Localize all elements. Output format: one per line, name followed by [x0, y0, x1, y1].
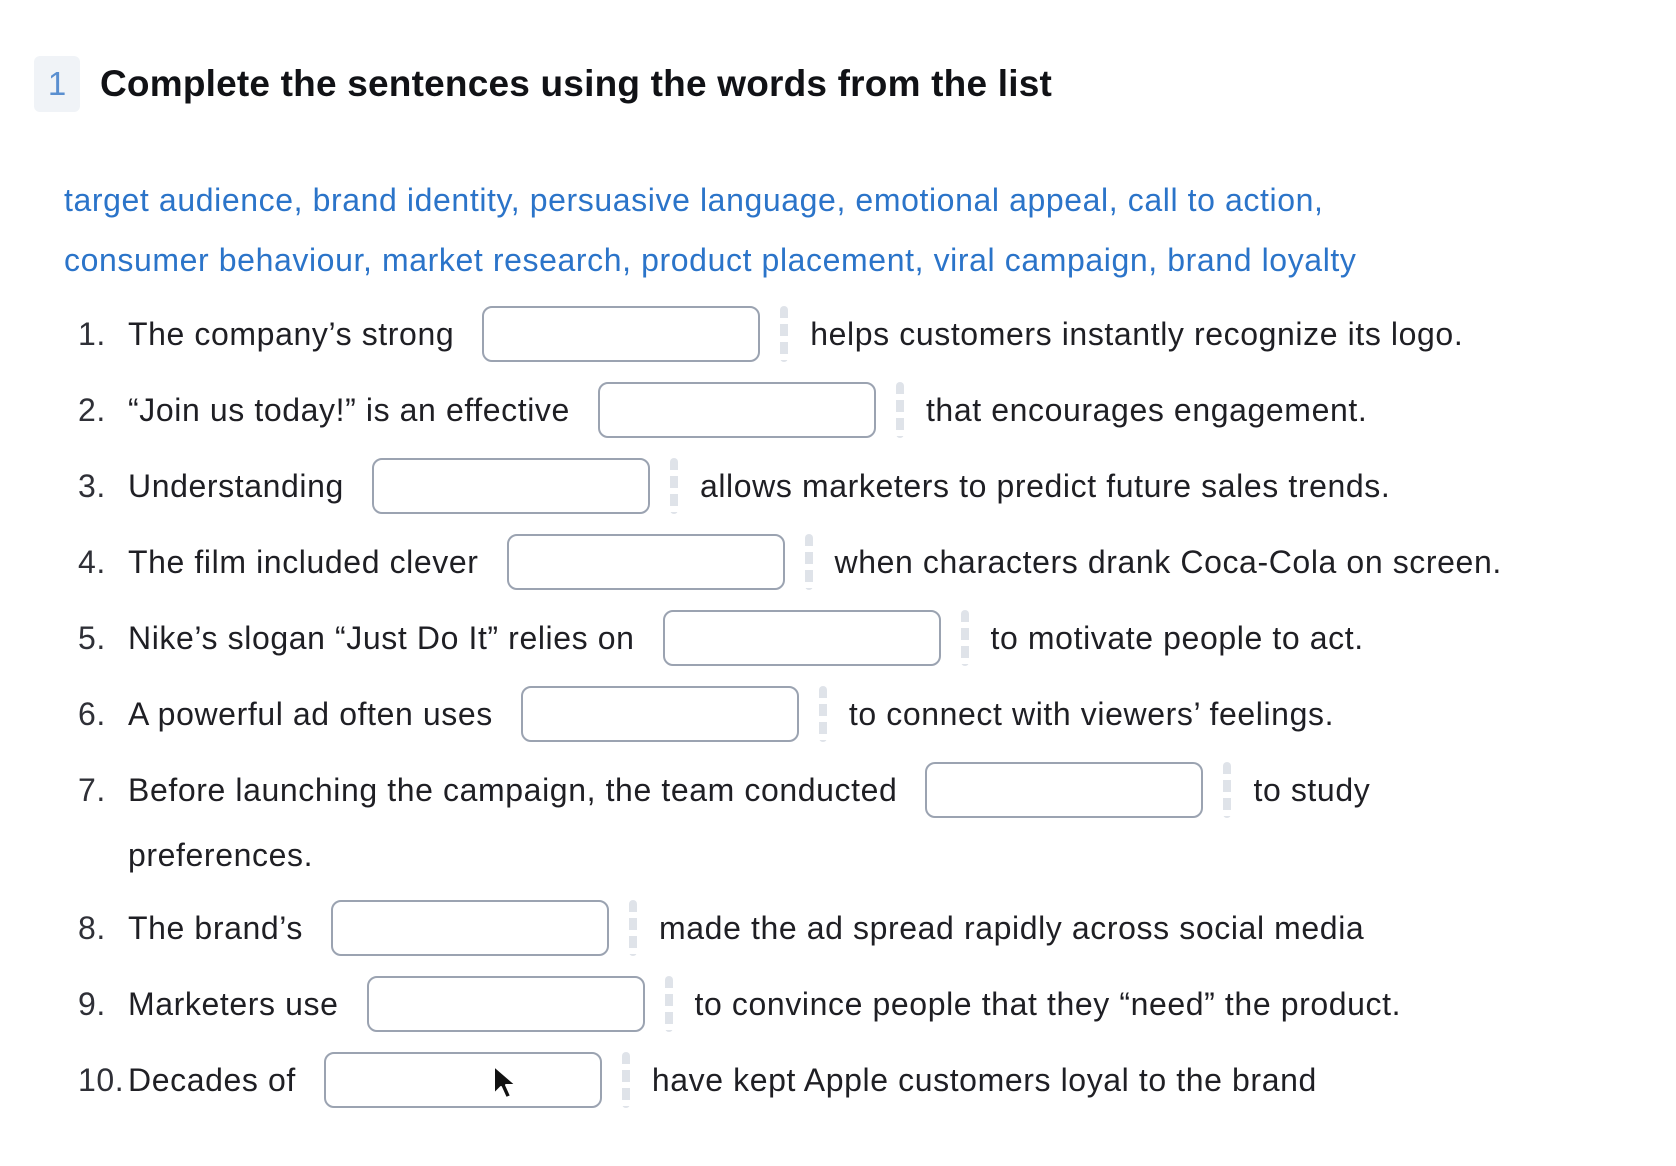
sentence-text-after: have kept Apple customers loyal to the brand — [651, 1061, 1317, 1098]
sentence-row-2 — [78, 372, 1668, 448]
word-list-line-2: consumer behaviour, market research, product placement, viral campaign, brand loyalty — [64, 242, 1357, 278]
drag-handle-icon[interactable] — [780, 306, 788, 362]
sentence-text-before: Understanding — [128, 467, 344, 504]
sentence-text-before: Nike’s slogan “Just Do It” relies on — [128, 619, 635, 656]
sentence-row-4 — [78, 524, 1668, 600]
sentence-row-10 — [78, 1042, 1668, 1118]
drag-handle-icon[interactable] — [805, 534, 813, 590]
answer-blank-7[interactable] — [925, 762, 1203, 818]
answer-blank-2[interactable] — [598, 382, 876, 438]
sentence-number: 8. — [78, 909, 106, 946]
sentence-row-8 — [78, 890, 1668, 966]
drag-handle-icon[interactable] — [622, 1052, 630, 1108]
drag-handle-icon[interactable] — [896, 382, 904, 438]
drag-handle-icon[interactable] — [819, 686, 827, 742]
sentence-row-7 — [78, 752, 1668, 828]
answer-blank-9[interactable] — [367, 976, 645, 1032]
drag-handle-icon[interactable] — [670, 458, 678, 514]
answer-blank-8[interactable] — [331, 900, 609, 956]
sentence-number: 9. — [78, 985, 106, 1022]
question-number-badge: 1 — [34, 56, 80, 112]
sentence-text-after: to study — [1253, 771, 1371, 808]
sentence-number: 10. — [78, 1061, 125, 1098]
answer-blank-5[interactable] — [663, 610, 941, 666]
sentence-text-after: to connect with viewers’ feelings. — [848, 695, 1335, 732]
sentence-text-before: The company’s strong — [128, 315, 455, 352]
sentence-row-9 — [78, 966, 1668, 1042]
sentence-text-after: allows marketers to predict future sales trends. — [699, 467, 1391, 504]
sentence-text-after: that encourages engagement. — [925, 391, 1368, 428]
sentence-text-before: Marketers use — [128, 985, 339, 1022]
sentence-text-after: helps customers instantly recognize its logo. — [810, 315, 1464, 352]
sentence-text-before: The film included clever — [128, 543, 479, 580]
drag-handle-icon[interactable] — [665, 976, 673, 1032]
sentence-number: 6. — [78, 695, 106, 732]
sentence-row-3 — [78, 448, 1668, 524]
sentence-text-before: Decades of — [128, 1061, 296, 1098]
sentence-text-after: to motivate people to act. — [990, 619, 1364, 656]
drag-handle-icon[interactable] — [961, 610, 969, 666]
sentence-row-5 — [78, 600, 1668, 676]
drag-handle-icon[interactable] — [1223, 762, 1231, 818]
answer-blank-6[interactable] — [521, 686, 799, 742]
mouse-cursor-icon — [492, 1064, 518, 1100]
sentence-text-after: to convince people that they “need” the product. — [694, 985, 1402, 1022]
sentence-continuation: preferences. — [128, 837, 314, 873]
question-title: Complete the sentences using the words from the list — [100, 63, 1053, 104]
word-list-line-1: target audience, brand identity, persuasive language, emotional appeal, call to action, — [64, 182, 1324, 218]
sentence-number: 4. — [78, 543, 106, 580]
sentence-number: 3. — [78, 467, 106, 504]
sentence-number: 2. — [78, 391, 106, 428]
sentence-text-before: A powerful ad often uses — [128, 695, 493, 732]
answer-blank-3[interactable] — [372, 458, 650, 514]
sentence-text-before: Before launching the campaign, the team conducted — [128, 771, 898, 808]
drag-handle-icon[interactable] — [629, 900, 637, 956]
sentence-text-before: The brand’s — [128, 909, 304, 946]
question-header — [34, 56, 1052, 112]
sentence-number: 5. — [78, 619, 106, 656]
answer-blank-1[interactable] — [482, 306, 760, 362]
sentence-number: 1. — [78, 315, 106, 352]
sentence-number: 7. — [78, 771, 106, 808]
answer-blank-4[interactable] — [507, 534, 785, 590]
word-list — [64, 170, 1624, 290]
sentence-list — [78, 296, 1668, 1118]
sentence-row-6 — [78, 676, 1668, 752]
sentence-row-1 — [78, 296, 1668, 372]
sentence-text-after: when characters drank Coca-Cola on screen. — [834, 543, 1502, 580]
sentence-text-before: “Join us today!” is an effective — [128, 391, 570, 428]
answer-blank-10[interactable] — [324, 1052, 602, 1108]
sentence-text-after: made the ad spread rapidly across social media — [659, 909, 1365, 946]
